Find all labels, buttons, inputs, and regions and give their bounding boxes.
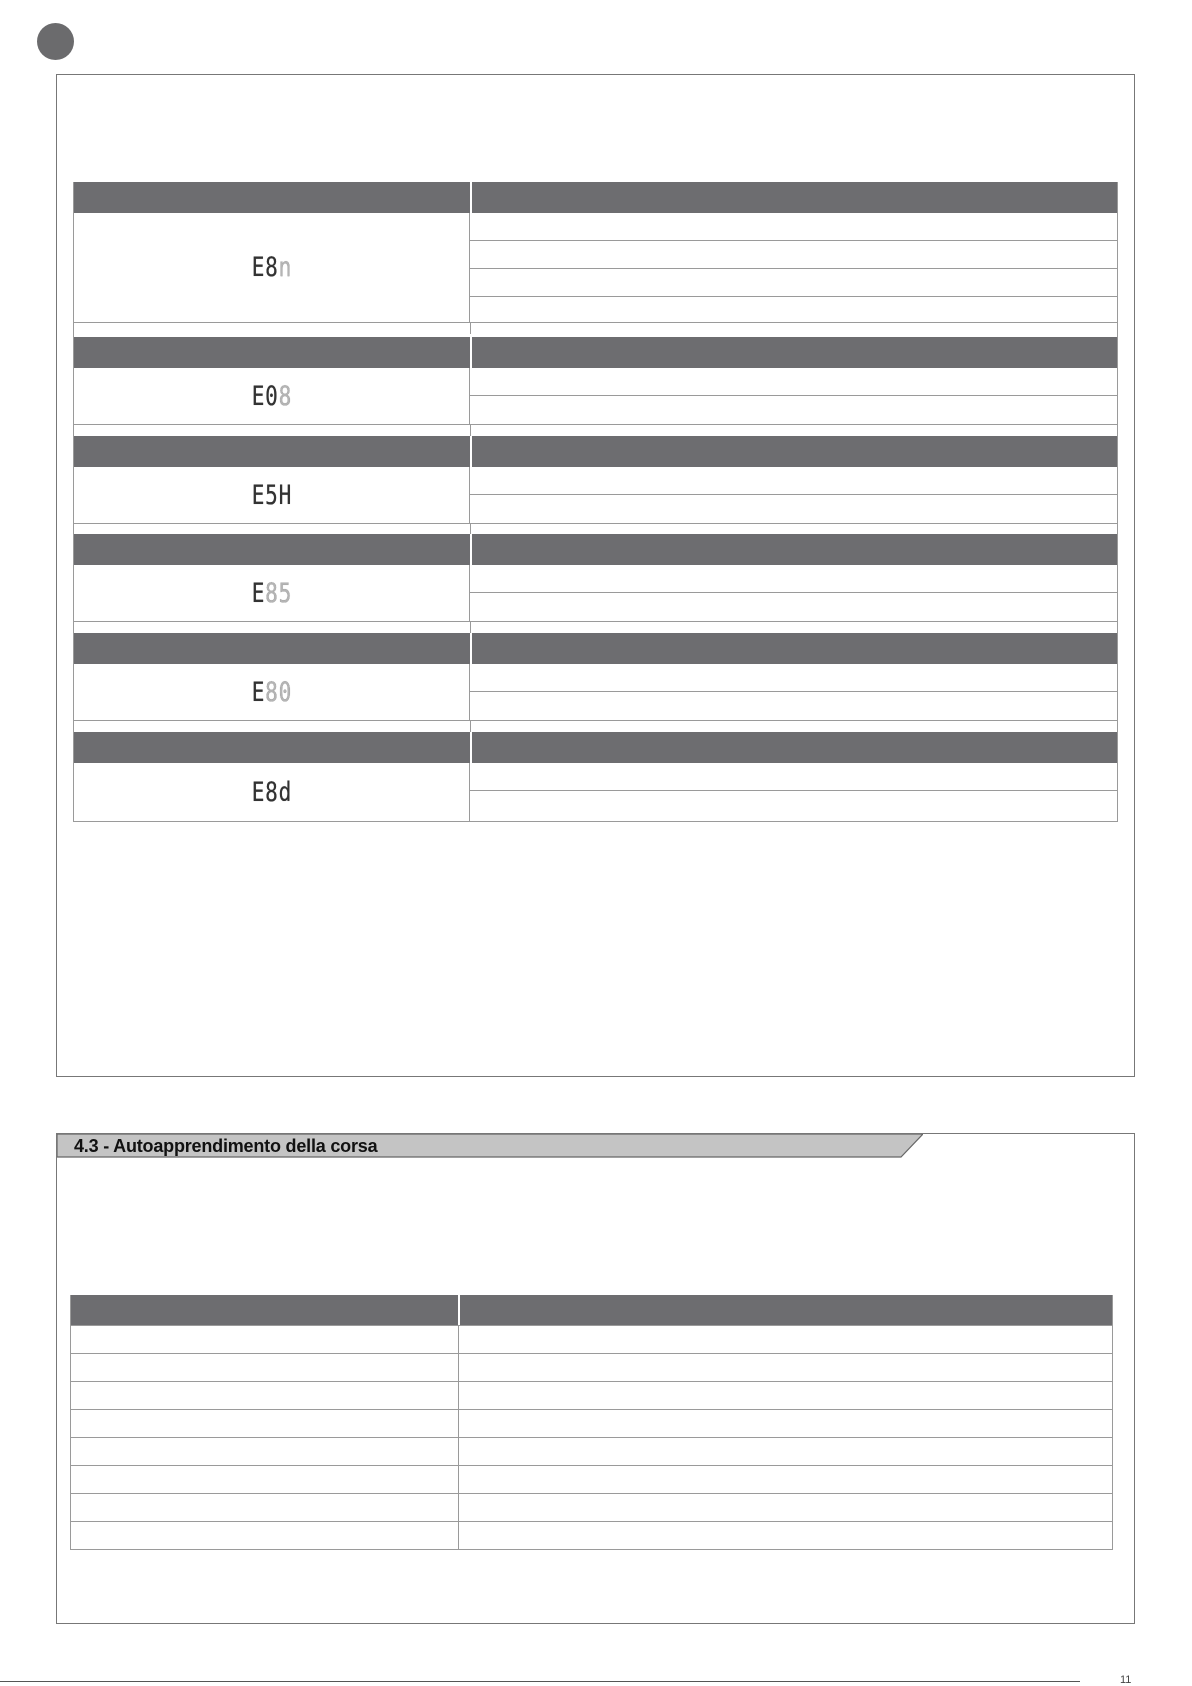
table-row — [71, 1409, 1112, 1437]
diag-row — [470, 763, 1117, 791]
diag-rows — [470, 763, 1117, 819]
diag-gap — [74, 621, 1117, 632]
seven-segment-code: E08 — [251, 380, 292, 412]
table-row — [71, 1465, 1112, 1493]
diag-header-bar — [74, 633, 1117, 664]
diag-gap — [74, 322, 1117, 333]
diag-header-bar — [74, 436, 1117, 467]
diag-rows — [470, 664, 1117, 720]
diag-row — [470, 791, 1117, 819]
diag-code-cell — [74, 467, 470, 523]
diag-rows — [470, 368, 1117, 424]
diag-gap — [74, 424, 1117, 435]
diag-rows — [470, 467, 1117, 523]
diag-row — [470, 396, 1117, 424]
diag-code-cell — [74, 565, 470, 621]
diag-gap — [74, 523, 1117, 534]
diag-row — [470, 213, 1117, 241]
footer-rule — [0, 1681, 1080, 1682]
diag-header-bar — [74, 732, 1117, 763]
seven-segment-code: E80 — [251, 676, 292, 708]
diag-code-cell — [74, 213, 470, 322]
diag-row — [470, 593, 1117, 621]
diag-header-bar — [74, 534, 1117, 565]
diag-gap — [74, 720, 1117, 731]
seven-segment-code: E8d — [251, 776, 292, 808]
diag-row — [470, 467, 1117, 495]
diag-row — [470, 495, 1117, 523]
section-header — [57, 1134, 923, 1158]
page-number: 11 — [1120, 1674, 1132, 1686]
table-row — [71, 1521, 1112, 1549]
diag-row — [470, 692, 1117, 720]
diag-code-cell — [74, 664, 470, 720]
diag-rows — [470, 213, 1117, 325]
seven-segment-code: E8n — [251, 252, 292, 283]
diag-header-bar — [74, 182, 1117, 213]
diag-row — [470, 368, 1117, 396]
diag-row — [470, 565, 1117, 593]
diag-code-cell — [74, 368, 470, 424]
diag-header-bar — [74, 337, 1117, 368]
table-row — [71, 1437, 1112, 1465]
diag-row — [470, 241, 1117, 269]
section-title: 4.3 - Autoapprendimento della corsa — [74, 1136, 378, 1156]
table-row — [71, 1381, 1112, 1409]
seven-segment-code: E5H — [251, 479, 292, 511]
diag-code-cell — [74, 763, 470, 821]
diagnostics-table — [73, 182, 1118, 822]
table-row — [71, 1493, 1112, 1521]
diag-row — [470, 269, 1117, 297]
learning-table-header — [71, 1295, 1112, 1325]
diag-rows — [470, 565, 1117, 621]
diag-row — [470, 297, 1117, 325]
table-row — [71, 1325, 1112, 1353]
table-row — [71, 1353, 1112, 1381]
seven-segment-code: E85 — [251, 577, 292, 609]
learning-table — [70, 1295, 1113, 1550]
page-marker-dot — [37, 23, 74, 60]
diag-row — [470, 664, 1117, 692]
